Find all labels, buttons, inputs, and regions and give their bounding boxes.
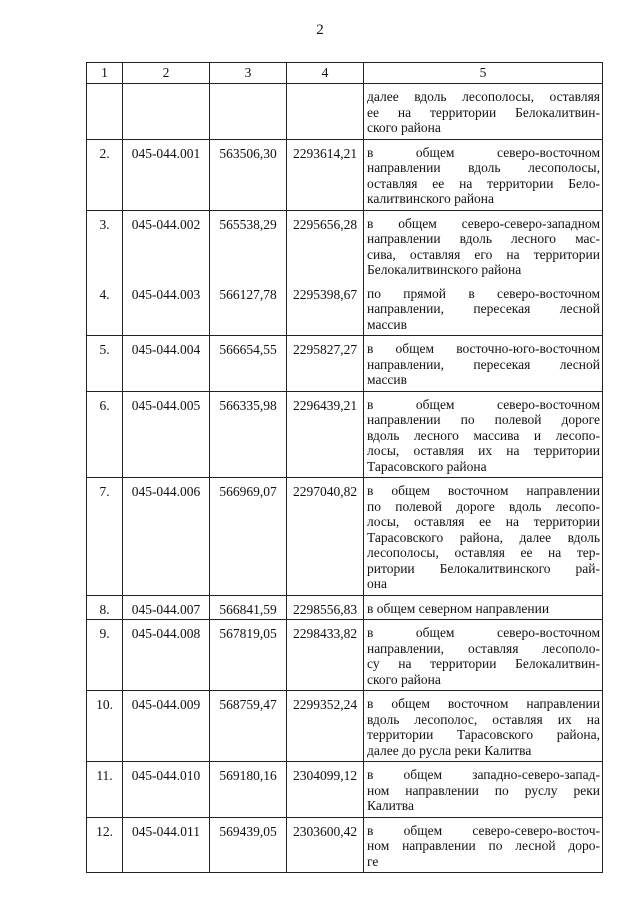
coordinate-x: 566841,59 [210, 595, 287, 620]
table-row [87, 139, 603, 210]
table-row [87, 391, 603, 478]
description-line: лесополосы, оставляя ее на тер- [367, 545, 600, 560]
row-number: 5. [87, 336, 123, 392]
header-col-3: 3 [210, 63, 287, 84]
point-code: 045-044.003 [123, 281, 210, 336]
description-line: ге [367, 853, 379, 869]
coordinate-y: 2293614,21 [287, 139, 364, 210]
boundary-description [364, 210, 603, 281]
row-number: 11. [87, 762, 123, 818]
description-line: направлении, пересекая лесной [367, 356, 600, 372]
description-line: в общем западно-северо-запад- [367, 767, 600, 782]
description-line: лосы, оставляя их на территории [367, 443, 600, 458]
description-line: ского района [367, 671, 441, 687]
coordinate-y: 2304099,12 [287, 762, 364, 818]
table-row [87, 84, 603, 140]
description-line: в общем северо-восточном [367, 625, 600, 640]
table-header-row [87, 63, 603, 84]
description-line: направлении, пересекая лесной [367, 301, 600, 316]
description-line: массив [367, 316, 408, 332]
header-col-2: 2 [123, 63, 210, 84]
boundary-description [364, 478, 603, 596]
description-line: вдоль лесополос, оставляя их на [367, 711, 600, 727]
description-line: территории Тарасовского района, [367, 727, 600, 742]
coordinate-x: 567819,05 [210, 620, 287, 691]
point-code: 045-044.010 [123, 762, 210, 818]
point-code: 045-044.005 [123, 391, 210, 478]
row-number: 10. [87, 691, 123, 762]
description-line: сива, оставляя его на территории [367, 246, 600, 262]
boundary-description [364, 391, 603, 478]
description-line: ном направлении по руслу реки [367, 782, 600, 798]
coordinate-y: 2297040,82 [287, 478, 364, 596]
row-number: 9. [87, 620, 123, 691]
coordinate-y: 2295656,28 [287, 210, 364, 281]
boundary-points-table [86, 62, 603, 873]
description-line: в общем северо-северо-западном [367, 215, 600, 231]
description-line: в общем северном направлении [367, 600, 550, 616]
header-col-4: 4 [287, 63, 364, 84]
description-line: в общем восточном направлении [367, 483, 600, 498]
row-number: 2. [87, 139, 123, 210]
coordinate-x [210, 84, 287, 140]
description-line: лосы, оставляя ее на территории [367, 514, 600, 529]
table-row [87, 595, 603, 620]
description-line: далее до русла реки Калитва [367, 742, 532, 758]
boundary-description [364, 139, 603, 210]
description-line: в общем восточно-юго-восточном [367, 341, 600, 356]
description-line: в общем северо-восточном [367, 396, 600, 412]
boundary-description [364, 595, 603, 620]
description-line: направлении вдоль лесополосы, [367, 160, 600, 175]
row-number: 3. [87, 210, 123, 281]
point-code: 045-044.007 [123, 595, 210, 620]
point-code [123, 84, 210, 140]
row-number: 7. [87, 478, 123, 596]
coordinate-x: 566335,98 [210, 391, 287, 478]
row-number: 4. [87, 281, 123, 336]
description-line: в общем восточном направлении [367, 696, 600, 711]
table-row [87, 281, 603, 336]
description-line: оставляя ее на территории Бело- [367, 175, 600, 191]
description-line: Белокалитвинского района [367, 262, 522, 277]
coordinate-x: 569180,16 [210, 762, 287, 818]
description-line: направлении по полевой дороге [367, 412, 600, 427]
header-col-1: 1 [87, 63, 123, 84]
coordinate-y [287, 84, 364, 140]
description-line: по прямой в северо-восточном [367, 285, 600, 301]
boundary-description [364, 620, 603, 691]
coordinate-y: 2295398,67 [287, 281, 364, 336]
coordinate-x: 566127,78 [210, 281, 287, 336]
description-line: вдоль лесного массива и лесопо- [367, 427, 600, 443]
point-code: 045-044.002 [123, 210, 210, 281]
point-code: 045-044.008 [123, 620, 210, 691]
description-line: су на территории Белокалитвин- [367, 656, 600, 671]
coordinate-x: 565538,29 [210, 210, 287, 281]
coordinate-x: 566654,55 [210, 336, 287, 392]
table-row [87, 336, 603, 392]
page-number: 2 [316, 22, 324, 38]
point-code: 045-044.009 [123, 691, 210, 762]
description-line: по полевой дороге вдоль лесопо- [367, 498, 600, 514]
header-col-5: 5 [364, 63, 603, 84]
coordinate-y: 2298556,83 [287, 595, 364, 620]
description-line: Тарасовского района [367, 458, 487, 474]
description-line: в общем северо-восточном [367, 144, 600, 160]
coordinate-y: 2295827,27 [287, 336, 364, 392]
table-row [87, 478, 603, 596]
coordinate-x: 569439,05 [210, 817, 287, 873]
boundary-description [364, 84, 603, 140]
point-code: 045-044.006 [123, 478, 210, 596]
coordinate-y: 2299352,24 [287, 691, 364, 762]
row-number [87, 84, 123, 140]
point-code: 045-044.001 [123, 139, 210, 210]
boundary-description [364, 762, 603, 818]
table-row [87, 817, 603, 873]
description-line: Тарасовского района, далее вдоль [367, 529, 600, 545]
description-line: ном направлении по лесной доро- [367, 838, 600, 853]
point-code: 045-044.011 [123, 817, 210, 873]
table-row [87, 620, 603, 691]
boundary-description [364, 281, 603, 336]
boundary-description [364, 691, 603, 762]
description-line: далее вдоль лесополосы, оставляя [367, 89, 600, 104]
description-line: калитвинского района [367, 191, 495, 206]
table-row [87, 762, 603, 818]
row-number: 6. [87, 391, 123, 478]
table-row [87, 210, 603, 281]
description-line: ритории Белокалитвинского рай- [367, 560, 600, 576]
point-code: 045-044.004 [123, 336, 210, 392]
boundary-description [364, 817, 603, 873]
description-line: ее на территории Белокалитвин- [367, 104, 600, 120]
coordinate-x: 563506,30 [210, 139, 287, 210]
description-line: ского района [367, 120, 441, 135]
coordinate-x: 568759,47 [210, 691, 287, 762]
row-number: 8. [87, 595, 123, 620]
description-line: в общем северо-северо-восточ- [367, 822, 600, 838]
coordinate-y: 2298433,82 [287, 620, 364, 691]
description-line: массив [367, 372, 408, 387]
boundary-description [364, 336, 603, 392]
description-line: направлении, оставляя лесополо- [367, 640, 600, 656]
coordinate-y: 2303600,42 [287, 817, 364, 873]
coordinate-x: 566969,07 [210, 478, 287, 596]
description-line: Калитва [367, 798, 414, 813]
row-number: 12. [87, 817, 123, 873]
table-body [87, 84, 603, 873]
table-row [87, 691, 603, 762]
description-line: она [367, 576, 387, 591]
coordinate-y: 2296439,21 [287, 391, 364, 478]
description-line: направлении вдоль лесного мас- [367, 231, 600, 246]
